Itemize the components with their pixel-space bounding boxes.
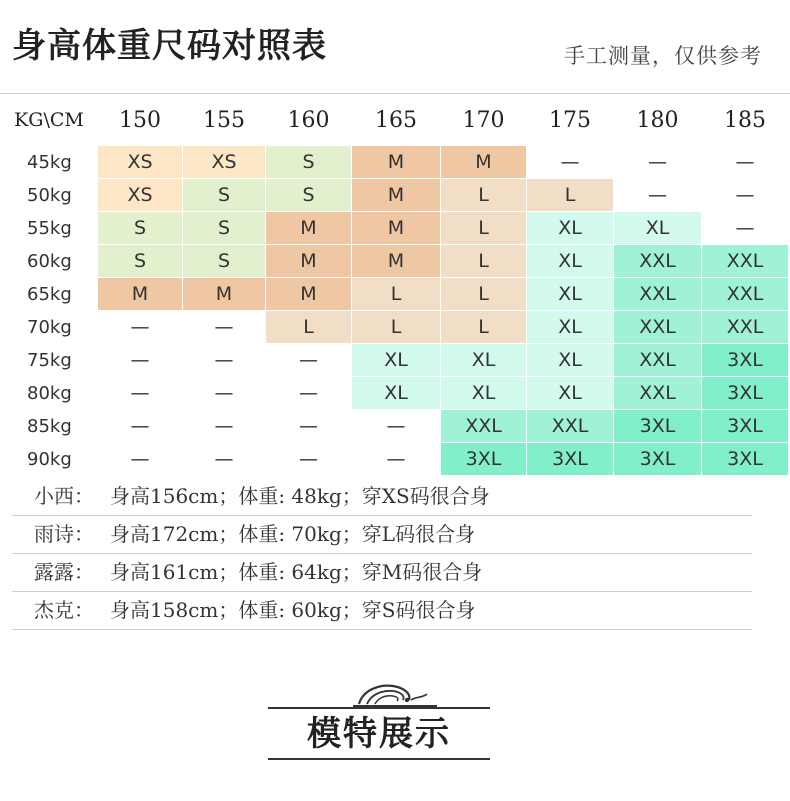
height-header: 165 bbox=[352, 95, 441, 146]
page-subtitle: 手工测量，仅供参考 bbox=[564, 44, 762, 68]
size-cell: M bbox=[352, 179, 441, 212]
size-cell: — bbox=[266, 410, 352, 443]
size-cell: XXL bbox=[702, 245, 789, 278]
size-cell: XL bbox=[352, 344, 441, 377]
size-cell: M bbox=[352, 245, 441, 278]
weight-label: 80kg bbox=[1, 377, 98, 410]
size-cell: L bbox=[527, 179, 614, 212]
weight-label: 70kg bbox=[1, 311, 98, 344]
size-cell: — bbox=[98, 311, 183, 344]
model-note bbox=[12, 592, 752, 630]
table-row bbox=[1, 443, 789, 476]
model-name: 杰克： bbox=[34, 598, 94, 622]
height-header: 180 bbox=[614, 95, 702, 146]
size-cell: S bbox=[183, 245, 266, 278]
size-cell: — bbox=[183, 344, 266, 377]
table-row bbox=[1, 179, 789, 212]
model-name: 小西： bbox=[34, 484, 94, 508]
table-header-row bbox=[1, 95, 789, 146]
size-cell: S bbox=[266, 179, 352, 212]
size-cell: XL bbox=[441, 344, 527, 377]
height-header: 170 bbox=[441, 95, 527, 146]
size-cell: — bbox=[702, 179, 789, 212]
size-cell: — bbox=[98, 377, 183, 410]
size-cell: — bbox=[183, 443, 266, 476]
size-cell: M bbox=[98, 278, 183, 311]
size-cell: L bbox=[441, 179, 527, 212]
size-cell: XXL bbox=[614, 311, 702, 344]
model-info: 身高161cm；体重: 64kg；穿M码很合身 bbox=[110, 560, 483, 584]
size-cell: XXL bbox=[702, 311, 789, 344]
height-header: 160 bbox=[266, 95, 352, 146]
size-cell: XL bbox=[527, 344, 614, 377]
weight-label: 75kg bbox=[1, 344, 98, 377]
size-cell: XXL bbox=[614, 377, 702, 410]
size-cell: L bbox=[441, 278, 527, 311]
size-cell: XS bbox=[98, 146, 183, 179]
size-cell: 3XL bbox=[702, 344, 789, 377]
size-cell: XS bbox=[183, 146, 266, 179]
size-cell: — bbox=[527, 146, 614, 179]
size-cell: 3XL bbox=[702, 443, 789, 476]
size-cell: XXL bbox=[614, 245, 702, 278]
size-cell: L bbox=[266, 311, 352, 344]
weight-label: 60kg bbox=[1, 245, 98, 278]
model-name: 雨诗： bbox=[34, 522, 94, 546]
model-note bbox=[12, 516, 752, 554]
size-chart-body bbox=[1, 146, 789, 476]
size-cell: 3XL bbox=[614, 443, 702, 476]
size-cell: 3XL bbox=[441, 443, 527, 476]
table-row bbox=[1, 344, 789, 377]
weight-label: 45kg bbox=[1, 146, 98, 179]
table-row bbox=[1, 410, 789, 443]
table-row bbox=[1, 278, 789, 311]
size-chart-table bbox=[0, 94, 789, 476]
size-cell: 3XL bbox=[527, 443, 614, 476]
size-cell: — bbox=[183, 377, 266, 410]
model-name: 露露： bbox=[34, 560, 94, 584]
model-info: 身高172cm；体重: 70kg；穿L码很合身 bbox=[110, 522, 476, 546]
table-row bbox=[1, 377, 789, 410]
size-cell: M bbox=[266, 278, 352, 311]
table-row bbox=[1, 311, 789, 344]
model-info: 身高156cm；体重: 48kg；穿XS码很合身 bbox=[110, 484, 490, 508]
size-cell: XL bbox=[614, 212, 702, 245]
size-cell: XS bbox=[98, 179, 183, 212]
weight-label: 50kg bbox=[1, 179, 98, 212]
size-cell: XL bbox=[527, 377, 614, 410]
size-cell: M bbox=[183, 278, 266, 311]
size-cell: XXL bbox=[614, 278, 702, 311]
size-cell: — bbox=[702, 212, 789, 245]
wave-logo-icon bbox=[349, 680, 441, 708]
size-cell: — bbox=[183, 311, 266, 344]
size-cell: M bbox=[352, 212, 441, 245]
table-row bbox=[1, 212, 789, 245]
table-row bbox=[1, 146, 789, 179]
size-cell: M bbox=[441, 146, 527, 179]
size-cell: XL bbox=[527, 278, 614, 311]
size-cell: — bbox=[266, 443, 352, 476]
size-cell: S bbox=[98, 245, 183, 278]
size-cell: L bbox=[352, 311, 441, 344]
size-cell: L bbox=[441, 245, 527, 278]
size-cell: M bbox=[266, 212, 352, 245]
page-title: 身高体重尺码对照表 bbox=[12, 26, 327, 66]
size-cell: 3XL bbox=[702, 377, 789, 410]
size-cell: — bbox=[266, 377, 352, 410]
size-cell: — bbox=[98, 443, 183, 476]
weight-label: 90kg bbox=[1, 443, 98, 476]
weight-label: 85kg bbox=[1, 410, 98, 443]
height-header: 185 bbox=[702, 95, 789, 146]
size-cell: — bbox=[614, 179, 702, 212]
size-cell: M bbox=[352, 146, 441, 179]
size-cell: XL bbox=[527, 212, 614, 245]
size-cell: XL bbox=[441, 377, 527, 410]
size-cell: L bbox=[441, 311, 527, 344]
size-cell: — bbox=[614, 146, 702, 179]
size-cell: S bbox=[266, 146, 352, 179]
size-cell: XXL bbox=[702, 278, 789, 311]
size-cell: M bbox=[266, 245, 352, 278]
weight-label: 55kg bbox=[1, 212, 98, 245]
size-cell: — bbox=[183, 410, 266, 443]
size-cell: — bbox=[352, 443, 441, 476]
height-header: 155 bbox=[183, 95, 266, 146]
size-cell: — bbox=[98, 344, 183, 377]
size-cell: S bbox=[98, 212, 183, 245]
height-header: 150 bbox=[98, 95, 183, 146]
model-info: 身高158cm；体重: 60kg；穿S码很合身 bbox=[110, 598, 476, 622]
size-cell: XXL bbox=[527, 410, 614, 443]
size-cell: — bbox=[352, 410, 441, 443]
size-cell: XL bbox=[527, 245, 614, 278]
size-cell: — bbox=[98, 410, 183, 443]
height-header: 175 bbox=[527, 95, 614, 146]
size-cell: S bbox=[183, 179, 266, 212]
size-cell: L bbox=[352, 278, 441, 311]
size-cell: XL bbox=[352, 377, 441, 410]
model-note bbox=[12, 478, 752, 516]
model-notes bbox=[12, 478, 752, 630]
footer-title: 模特展示 bbox=[307, 714, 451, 754]
model-note bbox=[12, 554, 752, 592]
size-cell: 3XL bbox=[702, 410, 789, 443]
size-cell: XXL bbox=[441, 410, 527, 443]
size-cell: XL bbox=[527, 311, 614, 344]
table-row bbox=[1, 245, 789, 278]
weight-label: 65kg bbox=[1, 278, 98, 311]
corner-label: KG\CM bbox=[1, 95, 98, 146]
size-cell: — bbox=[266, 344, 352, 377]
footer-divider-bottom bbox=[268, 758, 490, 760]
size-cell: S bbox=[183, 212, 266, 245]
size-cell: — bbox=[702, 146, 789, 179]
size-cell: L bbox=[441, 212, 527, 245]
size-cell: XXL bbox=[614, 344, 702, 377]
size-cell: 3XL bbox=[614, 410, 702, 443]
